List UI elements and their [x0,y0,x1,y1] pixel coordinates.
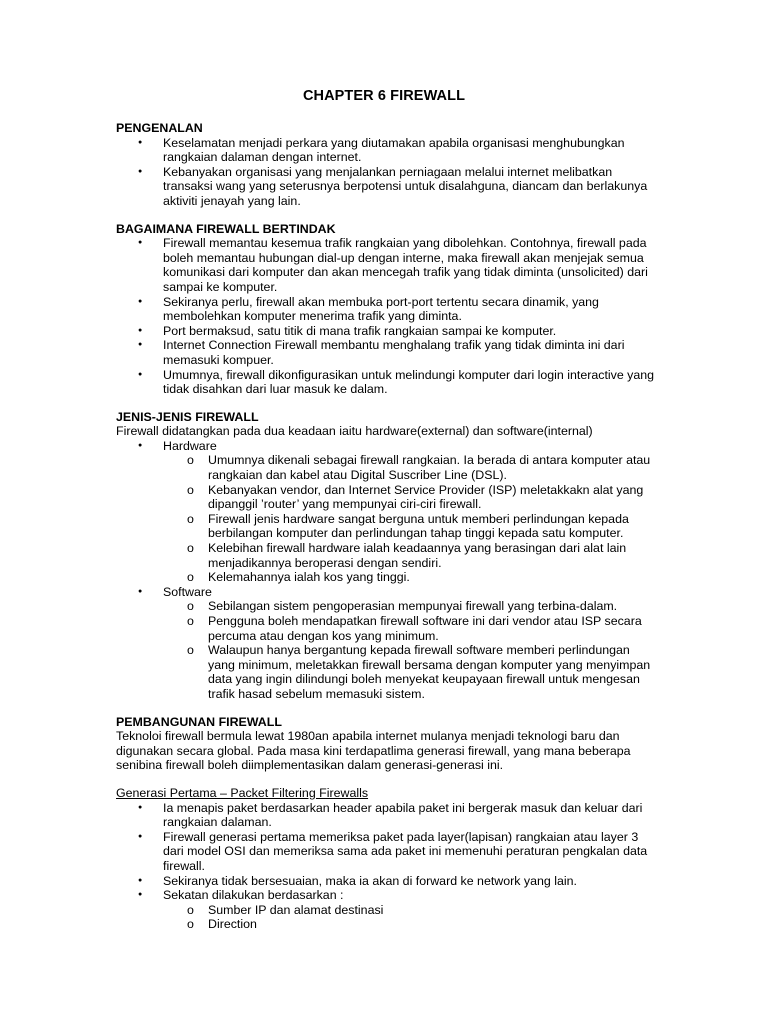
software-sublist [116,599,656,701]
hardware-sublist [116,453,656,584]
subsection-heading-generasi-pertama: Generasi Pertama – Packet Filtering Firewalls [116,785,369,800]
list-item: ● Ia menapis paket berdasarkan header apabila paket ini bergerak masuk dan keluar dari rangkaian dalaman. [116,801,656,830]
list-item: ● Sekiranya tidak bersesuaian, maka ia akan di forward ke network yang lain. [116,874,656,889]
sublist-item: o Pengguna boleh mendapatkan firewall software ini dari vendor atau ISP secara percuma atau dengan kos yang minimum. [116,614,656,643]
pengenalan-list [116,136,656,209]
list-item: ● Port bermaksud, satu titik di mana trafik rangkaian sampai ke komputer. [116,324,656,339]
list-item: ● Keselamatan menjadi perkara yang diutamakan apabila organisasi menghubungkan rangkaian dalaman dengan internet. [116,136,656,165]
list-item: ● Firewall memantau kesemua trafik rangkaian yang dibolehkan. Contohnya, firewall pada boleh memantau hubungan dial-up dengan interne, maka firewall akan menjejak semua komunikasi dari komputer dan akan mencegah trafik yang tidak diminta (unsolicited) dari sampai ke komputer. [116,236,656,294]
section-heading-pengenalan: PENGENALAN [116,121,203,135]
sublist-item: o Umumnya dikenali sebagai firewall rangkaian. Ia berada di antara komputer atau rangkaian dan kabel atau Digital Suscriber Line (DSL). [116,453,656,482]
software-label: Software [163,584,212,599]
sublist-item: o Sebilangan sistem pengoperasian mempunyai firewall yang terbina-dalam. [116,599,656,614]
list-item: ● Umumnya, firewall dikonfigurasikan untuk melindungi komputer dari login interactive yang tidak disahkan dari luar masuk ke dalam. [116,368,656,397]
section-heading-pembangunan: PEMBANGUNAN FIREWALL [116,714,282,729]
chapter-title: CHAPTER 6 FIREWALL [302,88,466,104]
list-item-software [116,585,656,600]
bertindak-list [116,236,656,397]
list-item-hardware [116,439,656,454]
generasi-list [116,801,656,903]
list-item: ● Internet Connection Firewall membantu menghalang trafik yang tidak diminta ini dari memasuki kompuer. [116,338,656,367]
list-item: ● Sekiranya perlu, firewall akan membuka port-port tertentu secara dinamik, yang membolehkan komputer menerima trafik yang diminta. [116,295,656,324]
list-item: ● Sekatan dilakukan berdasarkan : [116,888,656,903]
sublist-item: o Kelebihan firewall hardware ialah keadaannya yang berasingan dari alat lain menjadikannya beroperasi dengan sendiri. [116,541,656,570]
sublist-item: o Kebanyakan vendor, dan Internet Service Provider (ISP) meletakkakn alat yang dipanggil ’router’ yang mempunyai ciri-ciri firewall. [116,483,656,512]
jenis-intro: Firewall didatangkan pada dua keadaan iaitu hardware(external) dan software(internal) [116,424,593,439]
sublist-item: o Walaupun hanya bergantung kepada firewall software memberi perlindungan yang minimum, meletakkan firewall bersama dengan komputer yang menyimpan data yang ingin dilindungi boleh menyekat keupayaan firewall untuk mengesan trafik hasad sebelum memasuki sistem. [116,643,656,701]
jenis-list-software [116,585,656,600]
hardware-label: Hardware [163,438,217,453]
section-heading-bertindak: BAGAIMANA FIREWALL BERTINDAK [116,221,336,236]
sublist-item: o Firewall jenis hardware sangat berguna untuk memberi perlindungan kepada berbilangan komputer dan perlindungan tahap tinggi kepada satu komputer. [116,512,656,541]
list-item: ● Kebanyakan organisasi yang menjalankan perniagaan melalui internet melibatkan transaksi wang yang seterusnya berpotensi untuk disalahguna, diancam dan berlakunya aktiviti jenayah yang lain. [116,165,656,209]
sublist-item: o Direction [116,917,656,932]
sekatan-sublist [116,903,656,932]
document-body [116,121,656,932]
list-item: ● Firewall generasi pertama memeriksa paket pada layer(lapisan) rangkaian atau layer 3 dari model OSI dan memeriksa sama ada paket ini memenuhi peraturan pengkalan data firewall. [116,830,656,874]
sublist-item: o Sumber IP dan alamat destinasi [116,903,656,918]
pembangunan-paragraph: Teknoloi firewall bermula lewat 1980an apabila internet mulanya menjadi teknologi baru dan digunakan secara global. Pada masa kini terdapatlima generasi firewall, yang mana beberapa senibina firewall boleh diimplementasikan dalam generasi-generasi ini. [116,729,631,773]
sublist-item: o Kelemahannya ialah kos yang tinggi. [116,570,656,585]
jenis-list [116,439,656,454]
section-heading-jenis: JENIS-JENIS FIREWALL [116,409,259,424]
